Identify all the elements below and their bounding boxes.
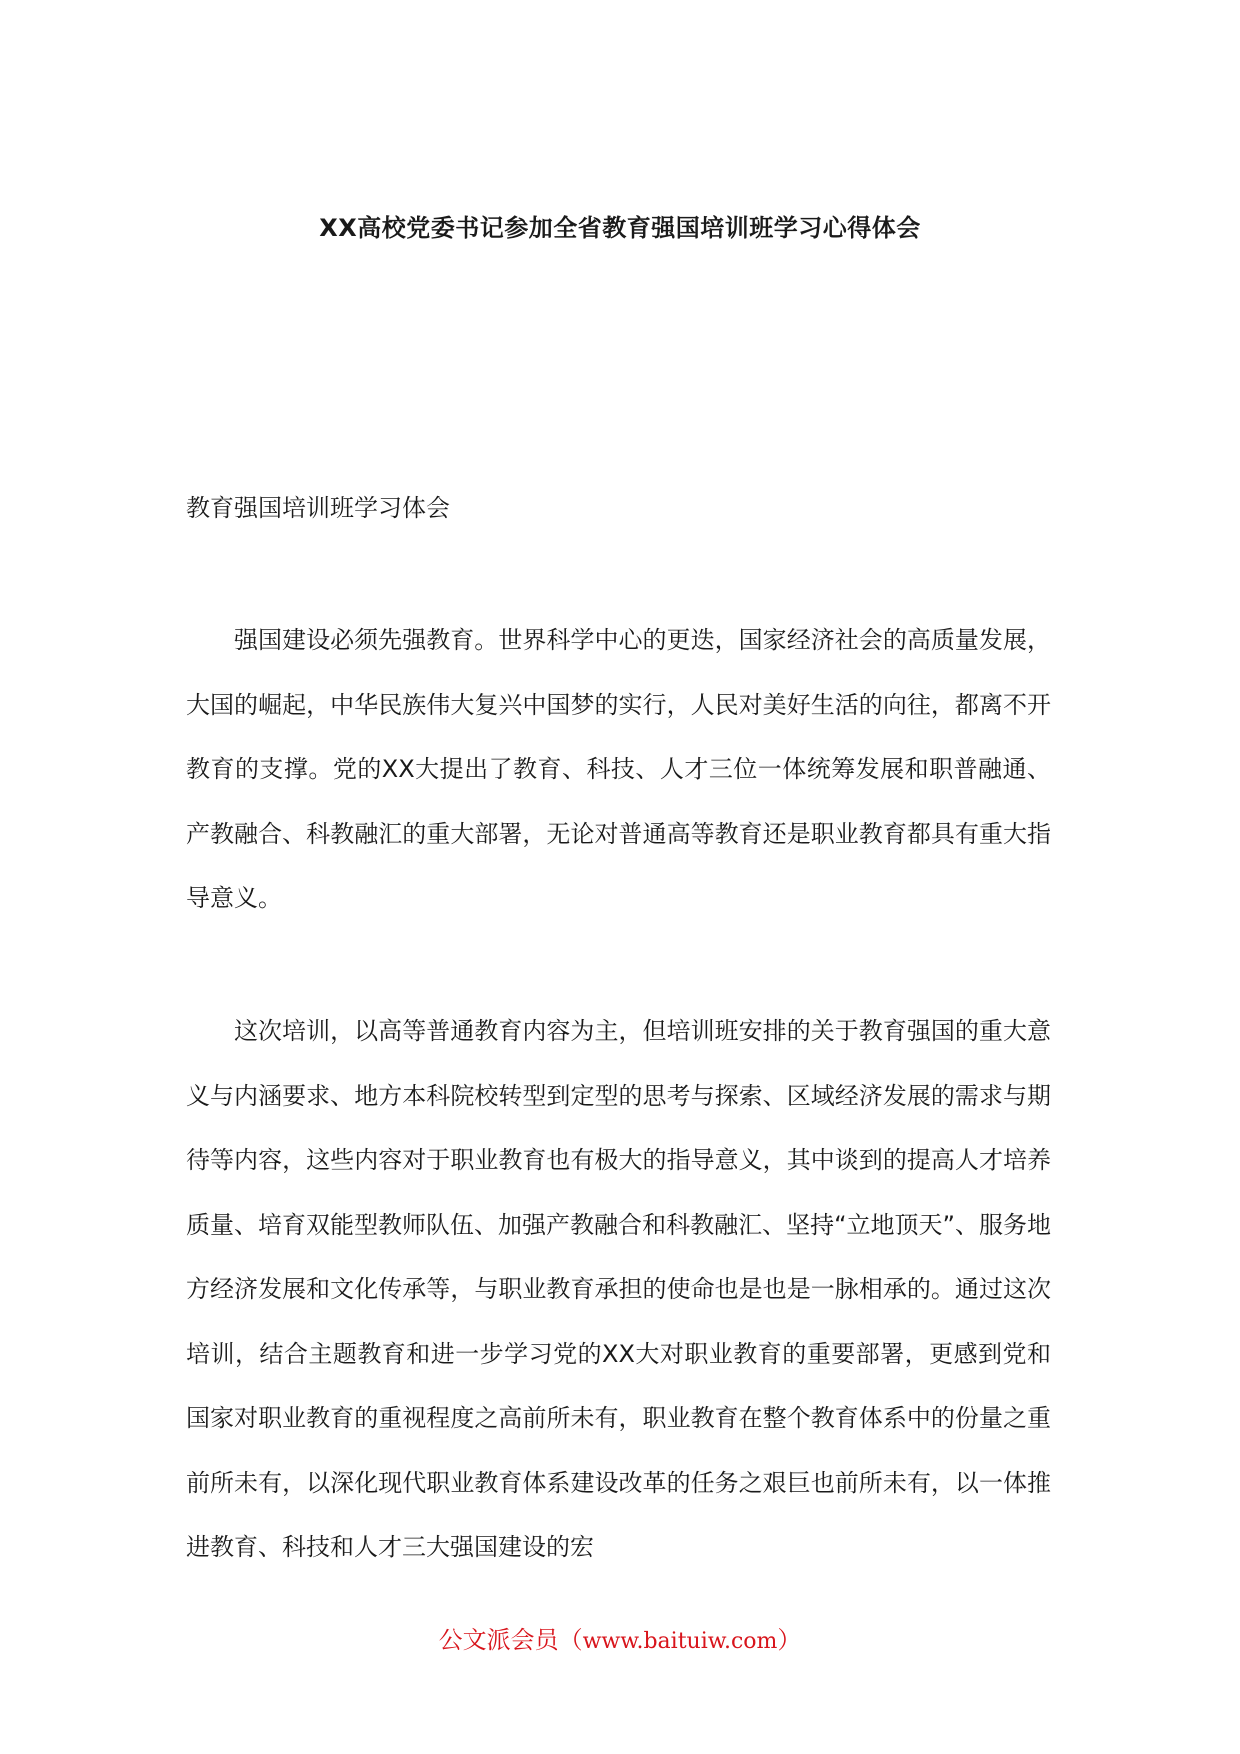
footer-watermark — [0, 1620, 1240, 1655]
footer-brand: 公文派会员（ — [438, 1626, 583, 1654]
footer-url[interactable]: www.baituiw.com — [582, 1629, 778, 1654]
paragraph-2: 这次培训，以高等普通教育内容为主，但培训班安排的关于教育强国的重大意义与内涵要求、地方本科院校转型到定型的思考与探索、区域经济发展的需求与期待等内容，这些内容对于职业教育也有极大的指导意义，其中谈到的提高人才培养质量、培育双能型教师队伍、加强产教融合和科教融汇、坚持“立地顶天”、服务地方经济发展和文化传承等，与职业教育承担的使命也是也是一脉相承的。通过这次培训，结合主题教育和进一步学习党的XX大对职业教育的重要部署，更感到党和国家对职业教育的重视程度之高前所未有，职业教育在整个教育体系中的份量之重前所未有，以深化现代职业教育体系建设改革的任务之艰巨也前所未有，以一体推进教育、科技和人才三大强国建设的宏 — [186, 1017, 1051, 1561]
footer-close: ） — [777, 1626, 802, 1654]
paragraph-1: 强国建设必须先强教育。世界科学中心的更迭，国家经济社会的高质量发展，大国的崛起，中华民族伟大复兴中国梦的实行，人民对美好生活的向往，都离不开教育的支撑。党的XX大提出了教育、科技、人才三位一体统筹发展和职普融通、产教融合、科教融汇的重大部署，无论对普通高等教育还是职业教育都具有重大指导意义。 — [186, 626, 1051, 912]
document-title: XX高校党委书记参加全省教育强国培训班学习心得体会 — [319, 214, 921, 242]
document-subtitle: 教育强国培训班学习体会 — [186, 494, 450, 522]
